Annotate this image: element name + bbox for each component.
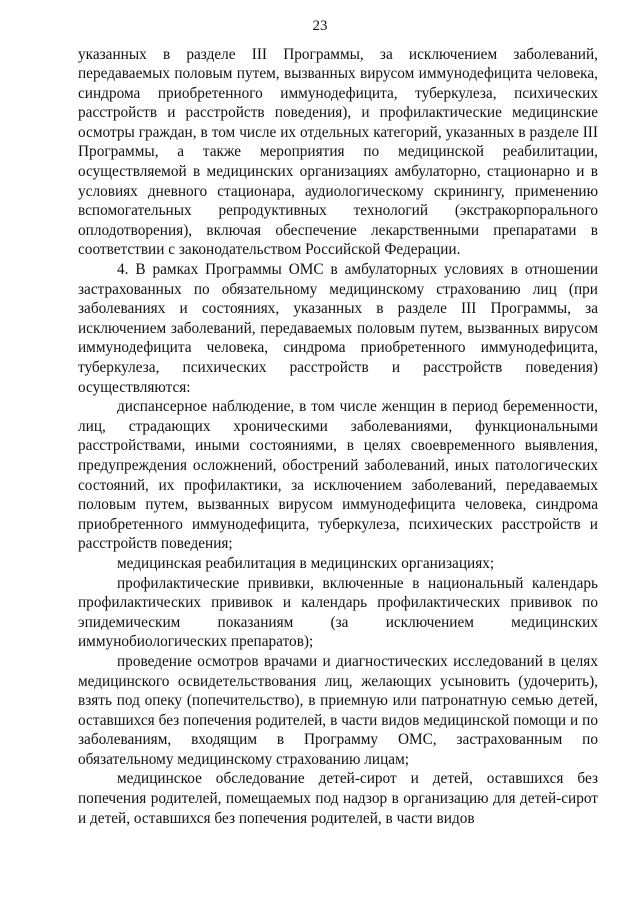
paragraph-continuation: указанных в разделе III Программы, за исключением заболеваний, передаваемых половым путем, вызванных вирусом иммунодефицита человека, синдрома приобретенного иммунодефицита, туберкулеза, психических расстройств и расстройств поведения), и профилактические медицинские осмотры граждан, в том числе их отдельных категорий, указанных в разделе III Программы, а также мероприятия по медицинской реабилитации, осуществляемой в медицинских организациях амбулаторно, стационарно и в условиях дневного стационара, аудиологическому скринингу, применению вспомогательных репродуктивных технологий (экстракорпорального оплодотворения), включая обеспечение лекарственными препаратами в соответствии с законодательством Российской Федерации. xyxy=(78,45,598,259)
paragraph-medical-rehabilitation: медицинская реабилитация в медицинских организациях; xyxy=(117,554,495,572)
document-body xyxy=(78,45,598,829)
paragraph-dispensary-observation: диспансерное наблюдение, в том числе женщин в период беременности, лиц, страдающих хроническими заболеваниями, функциональными расстройствами, иными состояниями, в целях своевременного выявления, предупреждения осложнений, обострений заболеваний, иных патологических состояний, их профилактики, за исключением заболеваний, передаваемых половым путем, вызванных вирусом иммунодефицита человека, синдрома приобретенного иммунодефицита, туберкулеза, психических расстройств и расстройств поведения; xyxy=(78,398,598,553)
paragraph-orphan-examination: медицинское обследование детей-сирот и детей, оставшихся без попечения родителей, помещаемых под надзор в организацию для детей-сирот и детей, оставшихся без попечения родителей, в части видов xyxy=(78,770,598,827)
paragraph-adoption-examinations: проведение осмотров врачами и диагностических исследований в целях медицинского освидетельствования лиц, желающих усыновить (удочерить), взять под опеку (попечительство), в приемную или патронатную семью детей, оставшихся без попечения родителей, в части видов медицинской помощи и по заболеваниям, входящим в Программу ОМС, застрахованным по обязательному медицинскому страхованию лицам; xyxy=(78,652,598,768)
paragraph-item-4: 4. В рамках Программы ОМС в амбулаторных условиях в отношении застрахованных по обязательному медицинскому страхованию лиц (при заболеваниях и состояниях, указанных в разделе III Программы, за исключением заболеваний, передаваемых половым путем, вызванных вирусом иммунодефицита человека, синдрома приобретенного иммунодефицита, туберкулеза, психических расстройств и расстройств поведения) осуществляются: xyxy=(78,261,598,396)
page-number: 23 xyxy=(312,18,328,34)
paragraph-vaccinations: профилактические прививки, включенные в национальный календарь профилактических прививок и календарь профилактических прививок по эпидемическим показаниям (за исключением медицинских иммунобиологических препаратов); xyxy=(78,574,598,651)
